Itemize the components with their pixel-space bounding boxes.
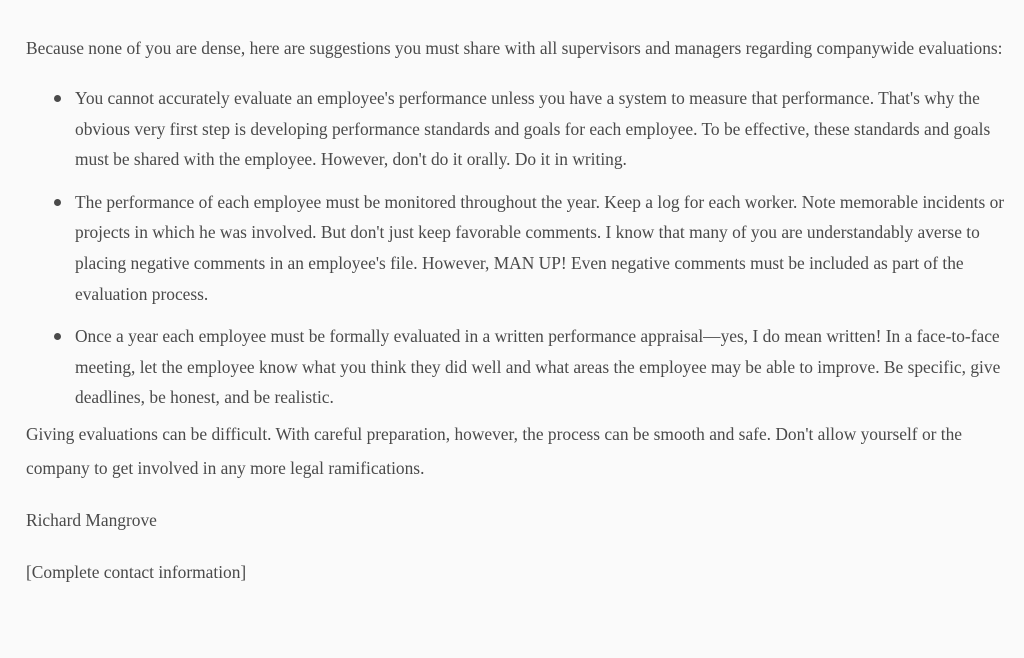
list-item <box>75 83 1006 175</box>
signature-name: Richard Mangrove <box>26 509 157 530</box>
list-item-text: You cannot accurately evaluate an employee's performance unless you have a system to measure that performance. That's why the obvious very first step is developing performance standards and goals for each employee. To be effective, these standards and goals must be shared with the employee. However, don't do it orally. Do it in writing. <box>75 88 991 170</box>
bullet-icon <box>54 199 61 206</box>
list-item <box>75 321 1006 413</box>
list-item-text: The performance of each employee must be monitored throughout the year. Keep a log for each worker. Note memorable incidents or projects in which he was involved. But don't just keep favorable comments. I know that many of you are understandably averse to placing negative comments in an employee's file. However, MAN UP! Even negative comments must be included as part of the evaluation process. <box>75 191 1005 304</box>
suggestions-list <box>26 83 1006 413</box>
list-item-text: Once a year each employee must be formally evaluated in a written performance appraisal—yes, I do mean written! In a face-to-face meeting, let the employee know what you think they did well and what areas the employee may be able to improve. Be specific, give deadlines, be honest, and be realistic. <box>75 326 1001 408</box>
closing-paragraph: Giving evaluations can be difficult. With careful preparation, however, the process can be smooth and safe. Don't allow yourself or the company to get involved in any more legal ramifications. <box>26 423 963 478</box>
intro-paragraph: Because none of you are dense, here are suggestions you must share with all supervisors and managers regarding companywide evaluations: <box>26 38 1003 58</box>
list-item <box>75 187 1006 309</box>
contact-placeholder: [Complete contact information] <box>26 561 247 582</box>
bullet-icon <box>54 333 61 340</box>
bullet-icon <box>54 95 61 102</box>
